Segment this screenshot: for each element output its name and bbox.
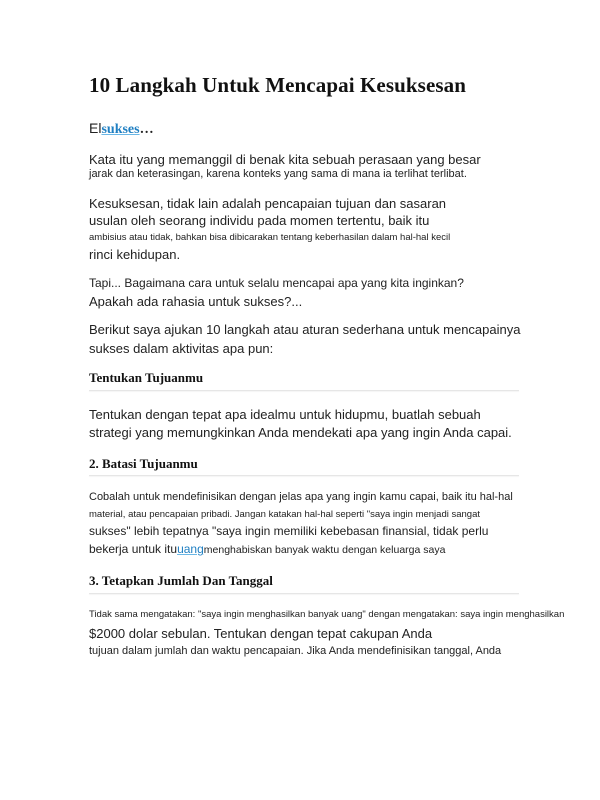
lead-suffix: … <box>139 122 154 137</box>
section-heading: 2. Batasi Tujuanmu <box>89 456 198 471</box>
paragraph-line: rinci kehidupan. <box>89 247 181 262</box>
paragraph-line: sukses" lebih tepatnya "saya ingin memiliki kebebasan finansial, tidak perlu <box>89 524 489 538</box>
paragraph-line: strategi yang memungkinkan Anda mendekati apa yang ingin Anda capai. <box>89 425 512 440</box>
section-heading: Tentukan Tujuanmu <box>89 370 204 385</box>
section-divider <box>89 390 519 391</box>
section-heading: 3. Tetapkan Jumlah Dan Tanggal <box>89 573 273 588</box>
section-divider <box>89 475 519 476</box>
paragraph-line: Kata itu yang memanggil di benak kita sebuah perasaan yang besar <box>89 152 481 167</box>
paragraph-line: Tapi... Bagaimana cara untuk selalu mencapai apa yang kita inginkan? <box>89 276 464 290</box>
article-title: 10 Langkah Untuk Mencapai Kesuksesan <box>89 73 467 97</box>
paragraph-line: jarak dan keterasingan, karena konteks yang sama di mana ia terlihat terlibat. <box>89 168 467 180</box>
paragraph-line: tujuan dalam jumlah dan waktu pencapaian. Jika Anda mendefinisikan tanggal, Anda <box>89 645 502 657</box>
paragraph-line: Berikut saya ajukan 10 langkah atau aturan sederhana untuk mencapainya <box>89 322 521 337</box>
paragraph-line: material, atau pencapaian pribadi. Jangan katakan hal-hal seperti "saya ingin menjadi sangat <box>89 509 481 520</box>
line-prefix: bekerja untuk itu <box>89 542 178 556</box>
lead-prefix: El <box>89 120 102 136</box>
paragraph-line: Cobalah untuk mendefinisikan dengan jelas apa yang ingin kamu capai, baik itu hal-hal <box>89 491 513 503</box>
paragraph-line: ambisius atau tidak, bahkan bisa dibicarakan tentang keberhasilan dalam hal-hal kecil <box>89 232 451 243</box>
uang-link[interactable]: uang <box>177 542 204 556</box>
paragraph-line: sukses dalam aktivitas apa pun: <box>89 341 274 356</box>
sukses-link[interactable]: sukses <box>101 122 140 137</box>
paragraph-line: Tentukan dengan tepat apa idealmu untuk hidupmu, buatlah sebuah <box>89 407 481 422</box>
line-suffix: menghabiskan banyak waktu dengan keluarga saya <box>203 544 446 556</box>
paragraph-line: $2000 dolar sebulan. Tentukan dengan tepat cakupan Anda <box>89 626 433 641</box>
paragraph-line: usulan oleh seorang individu pada momen tertentu, baik itu <box>89 213 430 228</box>
section-divider <box>89 593 519 594</box>
paragraph-line: Kesuksesan, tidak lain adalah pencapaian tujuan dan sasaran <box>89 196 447 211</box>
paragraph-line: Apakah ada rahasia untuk sukses?... <box>89 294 303 309</box>
paragraph-line: Tidak sama mengatakan: "saya ingin menghasilkan banyak uang" dengan mengatakan: saya ingin menghasilkan <box>89 609 565 620</box>
lead-line <box>89 120 154 138</box>
paragraph-line <box>89 542 445 556</box>
